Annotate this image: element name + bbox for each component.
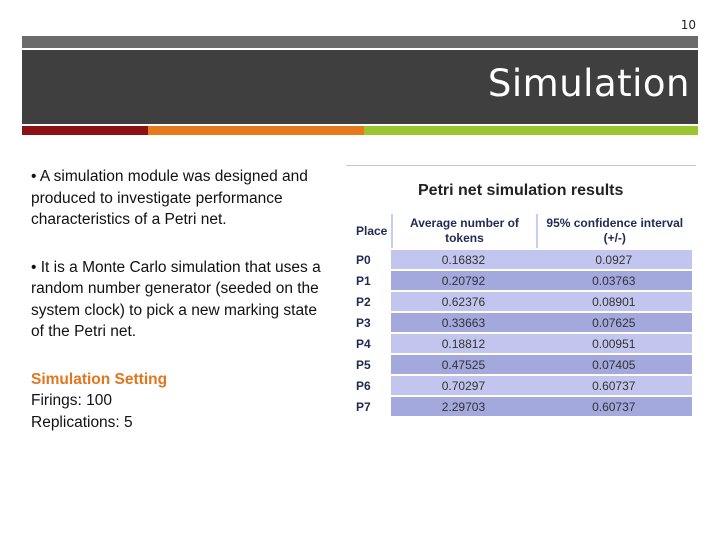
confidence-interval-cell: 0.03763 [536,271,692,290]
table-row [354,292,692,311]
simulation-setting-heading: Simulation Setting [31,370,168,388]
accent-bar-green [364,126,698,135]
confidence-interval-cell: 0.00951 [536,334,692,353]
table-header-row [354,214,692,248]
panel-divider [346,165,696,166]
confidence-interval-cell: 0.60737 [536,397,692,416]
table-row [354,334,692,353]
page-number: 10 [680,18,696,32]
confidence-interval-cell: 0.07405 [536,355,692,374]
bullet-2: • It is a Monte Carlo simulation that uses a random number generator (seeded on the system clock) to pick a new marking state of the Petri net. [31,258,321,340]
spacer [31,356,331,369]
table-row [354,271,692,290]
average-tokens-cell: 0.33663 [391,313,535,332]
average-tokens-cell: 0.62376 [391,292,535,311]
table-row [354,355,692,374]
place-cell: P2 [354,292,391,311]
firings-text: Firings: 100 [31,392,112,409]
table-row [354,376,692,395]
place-cell: P3 [354,313,391,332]
bullet-1: • A simulation module was designed and produced to investigate performance characteristics of a Petri net. [31,168,308,228]
place-cell: P1 [354,271,391,290]
results-table [354,212,692,418]
average-tokens-cell: 0.47525 [391,355,535,374]
confidence-interval-cell: 0.60737 [536,376,692,395]
place-cell: P7 [354,397,391,416]
table-row [354,313,692,332]
column-header-confidence-interval: 95% confidence interval (+/-) [536,214,692,248]
confidence-interval-cell: 0.08901 [536,292,692,311]
average-tokens-cell: 0.70297 [391,376,535,395]
table-row [354,397,692,416]
results-panel [346,162,698,442]
average-tokens-cell: 0.16832 [391,250,535,269]
table-row [354,250,692,269]
accent-bar-red [22,126,148,135]
confidence-interval-cell: 0.0927 [536,250,692,269]
accent-bar-orange [148,126,364,135]
header-top-bar [22,36,698,48]
average-tokens-cell: 0.20792 [391,271,535,290]
place-cell: P5 [354,355,391,374]
average-tokens-cell: 0.18812 [391,334,535,353]
place-cell: P0 [354,250,391,269]
place-cell: P4 [354,334,391,353]
confidence-interval-cell: 0.07625 [536,313,692,332]
slide-title: Simulation [487,62,690,105]
text-column [31,166,331,433]
replications-text: Replications: 5 [31,413,133,431]
place-cell: P6 [354,376,391,395]
column-header-average-tokens: Average number of tokens [391,214,535,248]
results-title: Petri net simulation results [418,182,624,199]
average-tokens-cell: 2.29703 [391,397,535,416]
column-header-place: Place [354,214,391,248]
spacer [31,244,331,257]
